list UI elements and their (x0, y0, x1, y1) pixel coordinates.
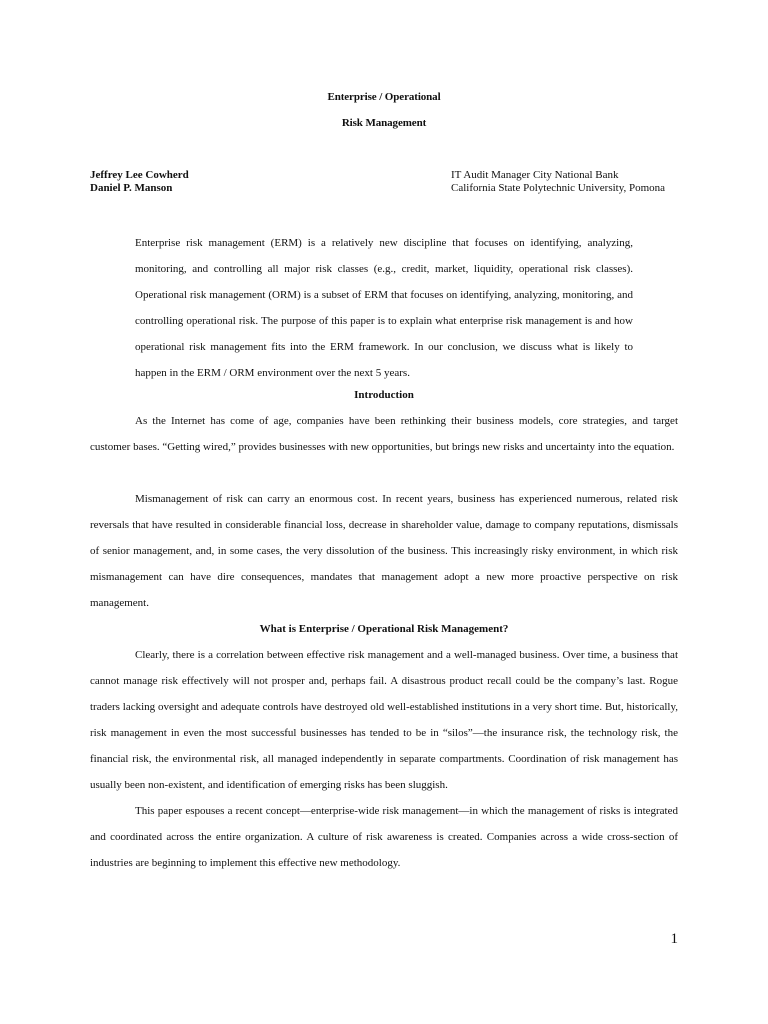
section-heading-introduction: Introduction (354, 389, 414, 401)
author-name-1: Jeffrey Lee Cowherd (90, 169, 189, 181)
section-heading-what-is-erm: What is Enterprise / Operational Risk Management? (259, 623, 509, 635)
paragraph-intro-2: Mismanagement of risk can carry an enormous cost. In recent years, business has experienced numerous, related risk reversals that have resulted in considerable financial loss, decrease in shareholder value, damage to company reputations, dismissals of senior management, and, in some cases, the very dissolution of the business. This increasingly risky environment, in which risk mismanagement can have dire consequences, mandates that management adopt a new more proactive perspective on risk management. (90, 493, 678, 609)
abstract: Enterprise risk management (ERM) is a relatively new discipline that focuses on identifying, analyzing, monitoring, and controlling all major risk classes (e.g., credit, market, liquidity, operational risk classes). Operational risk management (ORM) is a subset of ERM that focuses on identifying, analyzing, monitoring, and controlling operational risk. The purpose of this paper is to explain what enterprise risk management is and how operational risk management fits into the ERM framework. In our conclusion, we discuss what is likely to happen in the ERM / ORM environment over the next 5 years. (135, 237, 633, 379)
title-line-1: Enterprise / Operational (327, 91, 441, 103)
paragraph-intro-1: As the Internet has come of age, companies have been rethinking their business models, core strategies, and target customer bases. “Getting wired,” provides businesses with new opportunities, but brings new risks and uncertainty into the equation. (90, 415, 678, 453)
paragraph-erm-1: Clearly, there is a correlation between effective risk management and a well-managed business. Over time, a business that cannot manage risk effectively will not prosper and, perhaps fail. A disastrous product recall could be the company’s last. Rogue traders lacking oversight and adequate controls have destroyed old well-established institutions in a very short time. But, historically, risk management in even the most successful businesses has tended to be in “silos”—the insurance risk, the technology risk, the financial risk, the environmental risk, all managed independently in separate compartments. Coordination of risk management has usually been non-existent, and identification of emerging risks has been sluggish. (90, 649, 678, 791)
paragraph-erm-2: This paper espouses a recent concept—enterprise-wide risk management—in which the management of risks is integrated and coordinated across the entire organization. A culture of risk awareness is created. Companies across a wide cross-section of industries are beginning to implement this effective new methodology. (90, 805, 678, 869)
author-name-2: Daniel P. Manson (90, 182, 173, 194)
title-line-2: Risk Management (341, 117, 427, 129)
page-number: 1 (670, 931, 678, 947)
author-affiliation-1: IT Audit Manager City National Bank (451, 169, 619, 181)
author-affiliation-2: California State Polytechnic University, Pomona (451, 182, 666, 194)
